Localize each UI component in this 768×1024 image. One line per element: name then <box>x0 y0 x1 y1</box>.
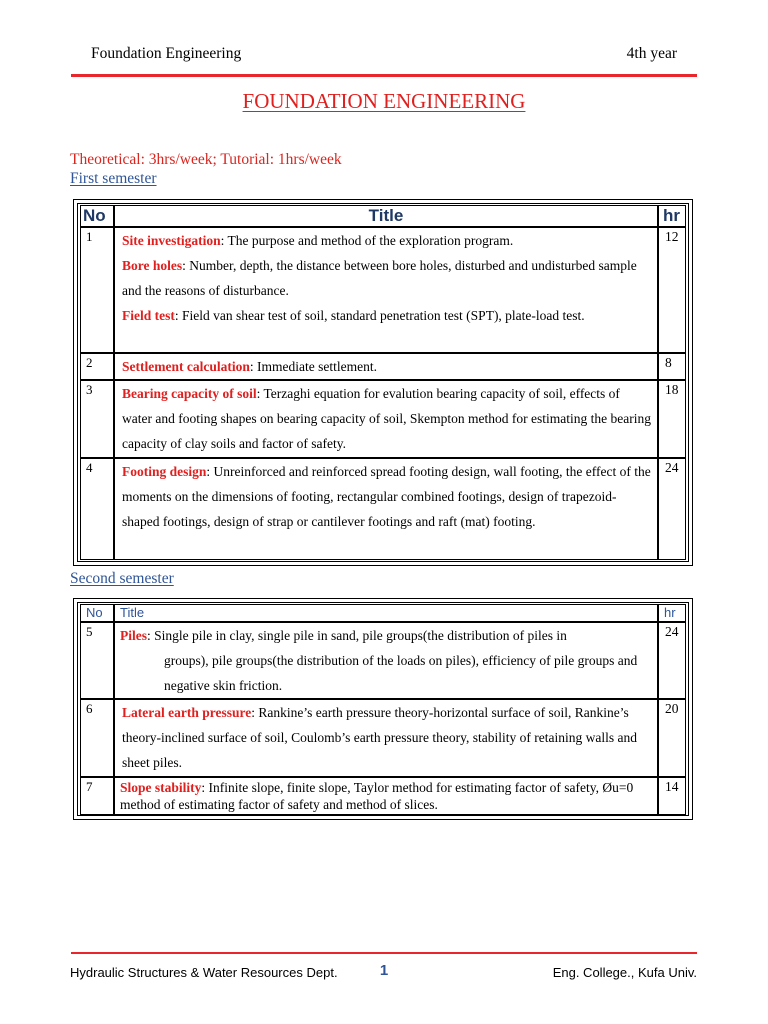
row-hours: 14 <box>658 777 686 815</box>
topic-lateral-earth-pressure: Lateral earth pressure: Rankine’s earth pressure theory-horizontal surface of soil, Rankine’s theory-inclined surface of soil, Coulomb’s earth pressure theory, stability of retaining walls and sheet piles. <box>122 705 637 770</box>
table-row <box>80 622 686 699</box>
row-no: 2 <box>80 353 114 380</box>
topic-bearing-capacity: Bearing capacity of soil: Terzaghi equation for evalution bearing capacity of soil, effects of water and footing shapes on bearing capacity of soil, Skempton method for estimating the bearing capacity of clay soils and factor of safety. <box>122 386 651 451</box>
header-divider <box>71 74 697 77</box>
table-row <box>80 777 686 815</box>
topic-settlement-calculation: Settlement calculation: Immediate settlement. <box>122 359 377 374</box>
table-row <box>80 699 686 777</box>
table-row <box>80 227 686 353</box>
hours-info: Theoretical: 3hrs/week; Tutorial: 1hrs/week <box>70 151 342 168</box>
second-semester-table <box>80 604 686 815</box>
row-hours: 20 <box>658 699 686 777</box>
col-no-header: No <box>80 604 114 622</box>
row-hours: 24 <box>658 622 686 699</box>
row-no: 4 <box>80 458 114 560</box>
row-no: 6 <box>80 699 114 777</box>
row-hours: 12 <box>658 227 686 353</box>
topic-field-test: Field test: Field van shear test of soil, standard penetration test (SPT), plate-load test. <box>122 308 585 323</box>
col-no-header: No <box>80 205 114 227</box>
row-no: 5 <box>80 622 114 699</box>
first-semester-label: First semester <box>70 170 157 187</box>
topic-footing-design: Footing design: Unreinforced and reinforced spread footing design, wall footing, the effect of the moments on the dimensions of footing, rectangular combined footings, design of trapezoid-shaped footings, design of strap or cantilever footings and raft (mat) footing. <box>122 464 651 529</box>
table-row <box>80 380 686 458</box>
first-semester-table <box>80 205 686 560</box>
row-no: 7 <box>80 777 114 815</box>
row-hours: 8 <box>658 353 686 380</box>
col-title-header: Title <box>114 205 658 227</box>
topic-piles-continued: groups), pile groups(the distribution of the loads on piles), efficiency of pile groups and negative skin friction. <box>164 653 638 693</box>
second-semester-label: Second semester <box>70 570 174 587</box>
col-hr-header: hr <box>658 205 686 227</box>
row-no: 3 <box>80 380 114 458</box>
page-header-left: Foundation Engineering <box>91 45 242 62</box>
page-header-right: 4th year <box>626 45 677 62</box>
table-row <box>80 458 686 560</box>
page-number: 1 <box>379 962 389 979</box>
col-title-header: Title <box>114 604 658 622</box>
footer-divider <box>71 952 697 954</box>
row-hours: 18 <box>658 380 686 458</box>
footer-department: Hydraulic Structures & Water Resources Dept. <box>70 965 338 980</box>
topic-slope-stability: Slope stability: Infinite slope, finite slope, Taylor method for estimating factor of safety, Øu=0 method of estimating factor of safety and method of slices. <box>120 780 634 812</box>
topic-bore-holes: Bore holes: Number, depth, the distance between bore holes, disturbed and undisturbed sample and the reasons of disturbance. <box>122 258 637 298</box>
topic-piles: Piles: Single pile in clay, single pile in sand, pile groups(the distribution of piles in <box>120 628 567 643</box>
col-hr-header: hr <box>658 604 686 622</box>
topic-site-investigation: Site investigation: The purpose and method of the exploration program. <box>122 233 514 248</box>
row-hours: 24 <box>658 458 686 560</box>
table-row <box>80 353 686 380</box>
footer-college: Eng. College., Kufa Univ. <box>552 965 697 980</box>
row-no: 1 <box>80 227 114 353</box>
document-title: FOUNDATION ENGINEERING <box>242 89 526 113</box>
